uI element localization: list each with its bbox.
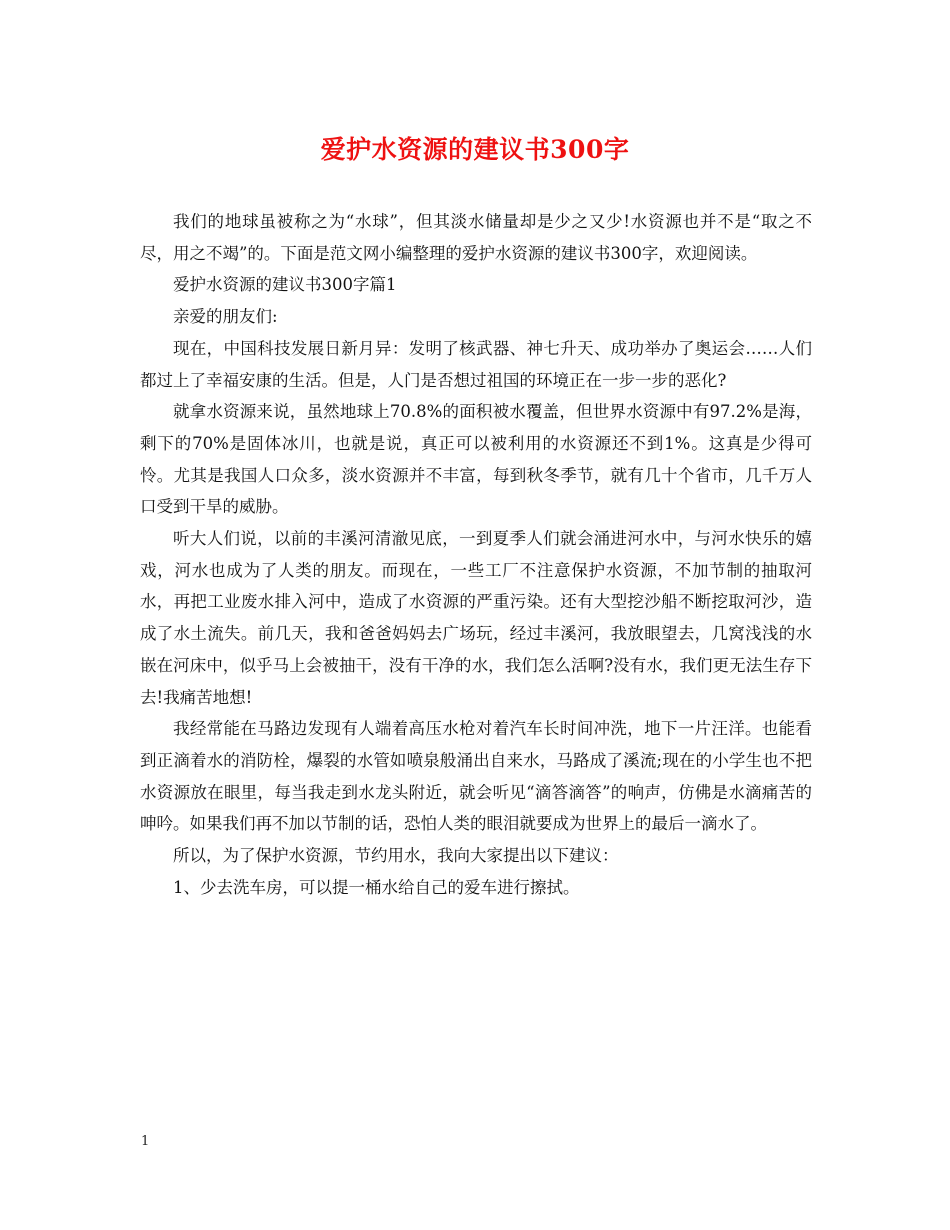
paragraph-section-heading: 爱护水资源的建议书300字篇1 (173, 275, 397, 295)
paragraph-intro: 我们的地球虽被称之为“水球”，但其淡水储量却是少之又少!水资源也并不是“取之不尽，用之不竭”的。下面是范文网小编整理的爱护水资源的建议书300字，欢迎阅读。 (140, 212, 812, 263)
paragraph-technology: 现在，中国科技发展日新月异：发明了核武器、神七升天、成功举办了奥运会……人们都过上了幸福安康的生活。但是，人门是否想过祖国的环境正在一步一步的恶化? (140, 338, 812, 390)
paragraph-water-statistics: 就拿水资源来说，虽然地球上70.8%的面积被水覆盖，但世界水资源中有97.2%是海，剩下的70%是固体冰川，也就是说，真正可以被利用的水资源还不到1%。这真是少得可怜。尤其是我国人口众多，淡水资源并不丰富，每到秋冬季节，就有几十个省市，几千万人口受到干旱的威胁。 (140, 402, 812, 517)
paragraph-water-waste: 我经常能在马路边发现有人端着高压水枪对着汽车长时间冲洗，地下一片汪洋。也能看到正滴着水的消防栓，爆裂的水管如喷泉般涌出自来水，马路成了溪流;现在的小学生也不把水资源放在眼里，每当我走到水龙头附近，就会听见“滴答滴答”的响声，仿佛是水滴痛苦的呻吟。如果我们再不加以节制的话，恐怕人类的眼泪就要成为世界上的最后一滴水了。 (140, 719, 812, 834)
paragraph-river-pollution: 听大人们说，以前的丰溪河清澈见底，一到夏季人们就会涌进河水中，与河水快乐的嬉戏，河水也成为了人类的朋友。而现在，一些工厂不注意保护水资源，不加节制的抽取河水，再把工业废水排入河中，造成了水资源的严重污染。还有大型挖沙船不断挖取河沙，造成了水土流失。前几天，我和爸爸妈妈去广场玩，经过丰溪河，我放眼望去，几窝浅浅的水嵌在河床中，似乎马上会被抽干，没有干净的水，我们怎么活啊?没有水，我们更无法生存下去!我痛苦地想! (140, 529, 812, 707)
page-number: 1 (141, 1134, 150, 1149)
paragraph-proposal-intro: 所以，为了保护水资源，节约用水，我向大家提出以下建议： (173, 846, 619, 866)
document-title: 爱护水资源的建议书300字 (320, 135, 630, 164)
document-body (140, 206, 812, 903)
paragraph-salutation: 亲爱的朋友们: (173, 307, 278, 327)
paragraph-proposal-1: 1、少去洗车房，可以提一桶水给自己的爱车进行擦拭。 (173, 877, 580, 897)
